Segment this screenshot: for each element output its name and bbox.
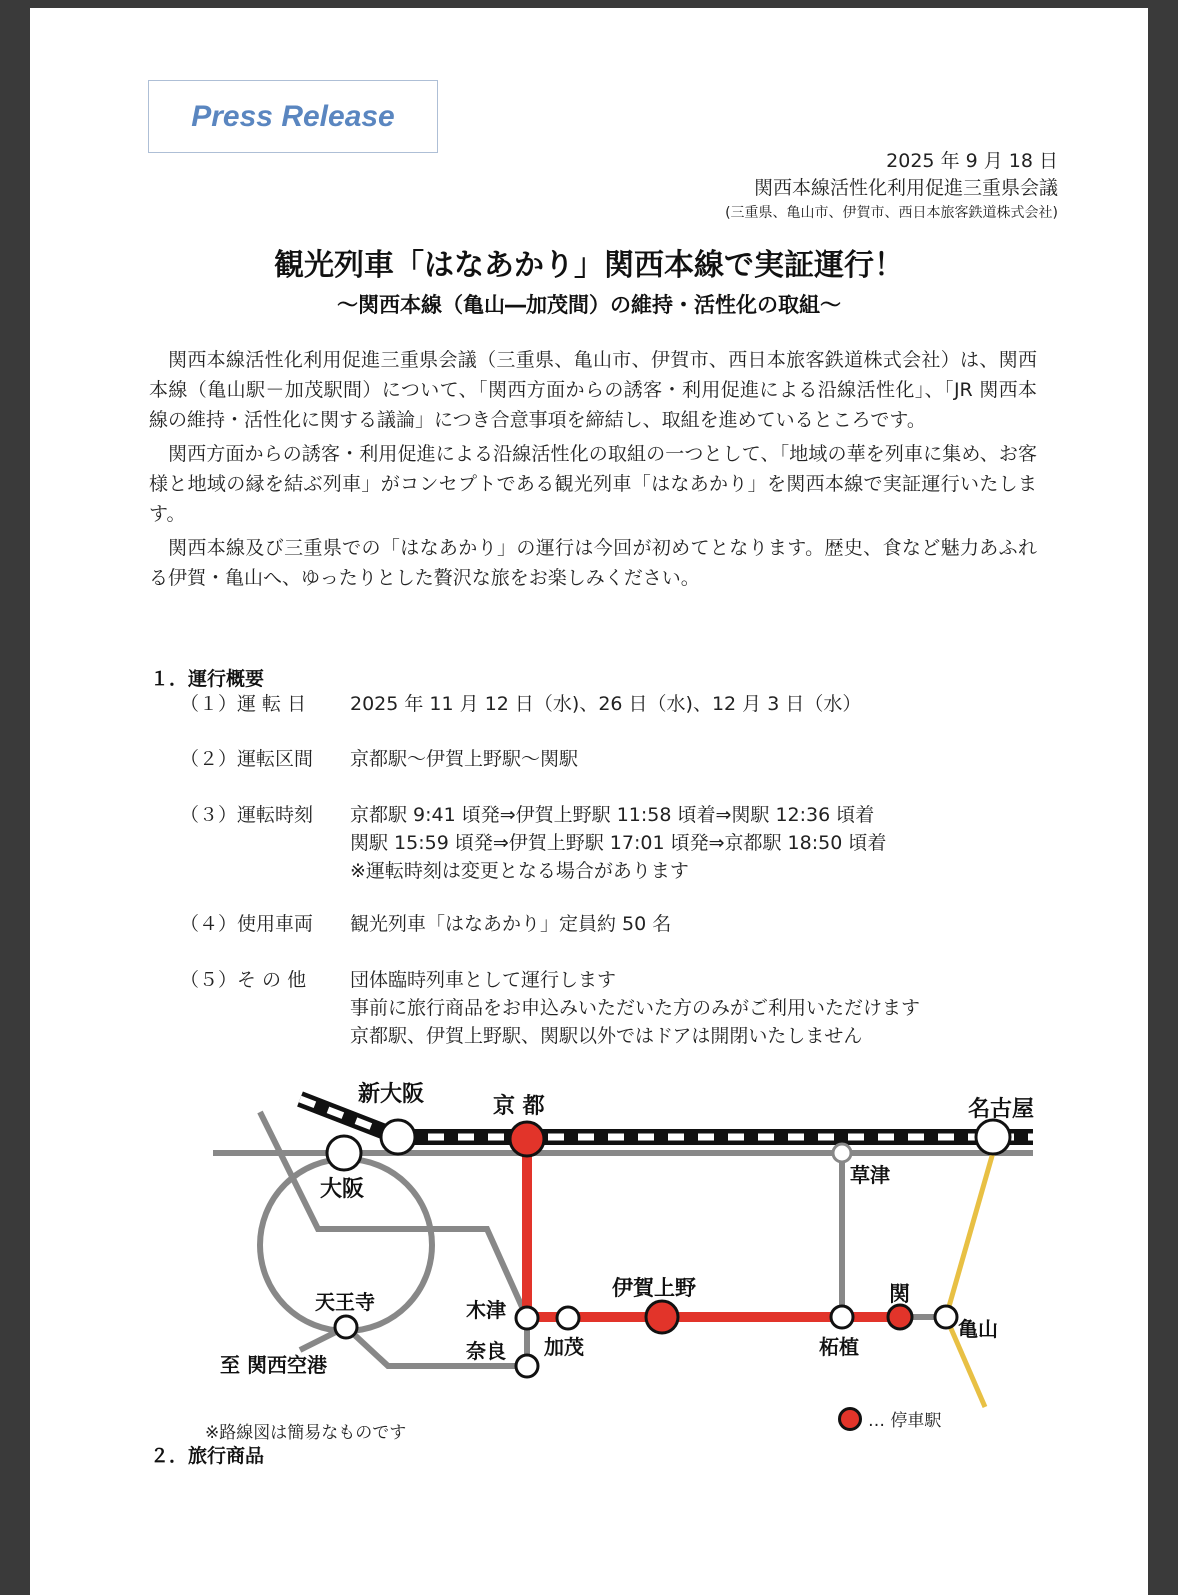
- paragraph-2: 関西方面からの誘客・利用促進による沿線活性化の取組の一つとして、「地域の華を列車に集め、お客様と地域の縁を結ぶ列車」がコンセプトである観光列車「はなあかり」を関西本線で実証運行いたします。: [149, 443, 1037, 525]
- item-value: 2025 年 11 月 12 日（水)、26 日（水)、12 月 3 日（水）: [350, 693, 862, 715]
- label-iga-ueno: 伊賀上野: [612, 1276, 696, 1300]
- station-shin-osaka: [381, 1120, 415, 1154]
- station-kizu: [516, 1307, 538, 1329]
- label-kusatsu: 草津: [850, 1163, 890, 1187]
- label-shin-osaka: 新大阪: [358, 1082, 425, 1107]
- label-tennoji: 天王寺: [315, 1290, 375, 1314]
- item-label: （５）そ の 他: [180, 969, 307, 991]
- item-label: （３）運転時刻: [180, 804, 314, 826]
- stop-station-marker: [838, 1407, 862, 1431]
- item-label: （１）運 転 日: [180, 693, 307, 715]
- issuer-organization: 関西本線活性化利用促進三重県会議: [753, 177, 1058, 199]
- label-kamo: 加茂: [544, 1335, 584, 1359]
- label-osaka: 大阪: [320, 1177, 365, 1202]
- label-kizu: 木津: [466, 1298, 506, 1322]
- label-seki: 関: [889, 1282, 910, 1306]
- station-nara: [516, 1355, 538, 1377]
- issuer-members: (三重県、亀山市、伊賀市、西日本旅客鉄道株式会社): [725, 205, 1058, 221]
- legend-label: … 停車駅: [868, 1411, 942, 1431]
- label-kyoto: 京 都: [493, 1094, 545, 1119]
- station-kamo: [557, 1307, 579, 1329]
- station-tsuge: [831, 1306, 853, 1328]
- label-nagoya: 名古屋: [968, 1097, 1035, 1122]
- item-value: 観光列車「はなあかり」定員約 50 名: [350, 913, 672, 935]
- station-iga-ueno: [646, 1301, 678, 1333]
- label-tsuge: 柘植: [819, 1335, 859, 1359]
- label-nara: 奈良: [466, 1339, 506, 1363]
- document-title: 観光列車「はなあかり」関西本線で実証運行！: [274, 248, 904, 283]
- station-kameyama: [935, 1306, 957, 1328]
- section-1-heading: １．運行概要: [150, 668, 265, 690]
- paragraph-1: 関西本線活性化利用促進三重県会議（三重県、亀山市、伊賀市、西日本旅客鉄道株式会社）は、関西本線（亀山駅－加茂駅間）について、「関西方面からの誘客・利用促進による沿線活性化」、「JR 関西本線の維持・活性化に関する議論」につき合意事項を締結し、取組を進めているところです。: [149, 349, 1037, 431]
- label-kansai-airport: 至 関西空港: [220, 1353, 327, 1377]
- label-kameyama: 亀山: [958, 1317, 998, 1341]
- station-nagoya: [976, 1120, 1010, 1154]
- item-label: （４）使用車両: [180, 913, 314, 935]
- document-subtitle: 〜関西本線（亀山―加茂間）の維持・活性化の取組〜: [337, 293, 841, 317]
- release-date: 2025 年 9 月 18 日: [886, 150, 1058, 172]
- kisei-line: [946, 1142, 996, 1407]
- station-osaka: [327, 1136, 361, 1170]
- station-seki: [888, 1305, 912, 1329]
- item-value: 京都駅〜伊賀上野駅〜関駅: [350, 748, 579, 770]
- press-release-label: Press Release: [191, 99, 395, 133]
- station-kusatsu: [833, 1144, 851, 1162]
- item-value: 団体臨時列車として運行します 事前に旅行商品をお申込みいただいた方のみがご利用いただけます 京都駅、伊賀上野駅、関駅以外ではドアは開閉いたしません: [350, 969, 921, 1047]
- station-kyoto: [510, 1122, 544, 1156]
- map-note: ※路線図は簡易なものです: [205, 1423, 407, 1443]
- section-2-heading: ２．旅行商品: [150, 1445, 265, 1467]
- station-tennoji: [335, 1316, 357, 1338]
- item-label: （２）運転区間: [180, 748, 314, 770]
- map-legend: [838, 1406, 941, 1431]
- item-value: 京都駅 9:41 頃発⇒伊賀上野駅 11:58 頃着⇒関駅 12:36 頃着 関駅 15:59 頃発⇒伊賀上野駅 17:01 頃発⇒京都駅 18:50 頃着 ※運転時刻は変更となる場合があります: [350, 804, 887, 882]
- paragraph-3: 関西本線及び三重県での「はなあかり」の運行は今回が初めてとなります。歴史、食など魅力あふれる伊賀・亀山へ、ゆったりとした贅沢な旅をお楽しみください。: [149, 537, 1037, 589]
